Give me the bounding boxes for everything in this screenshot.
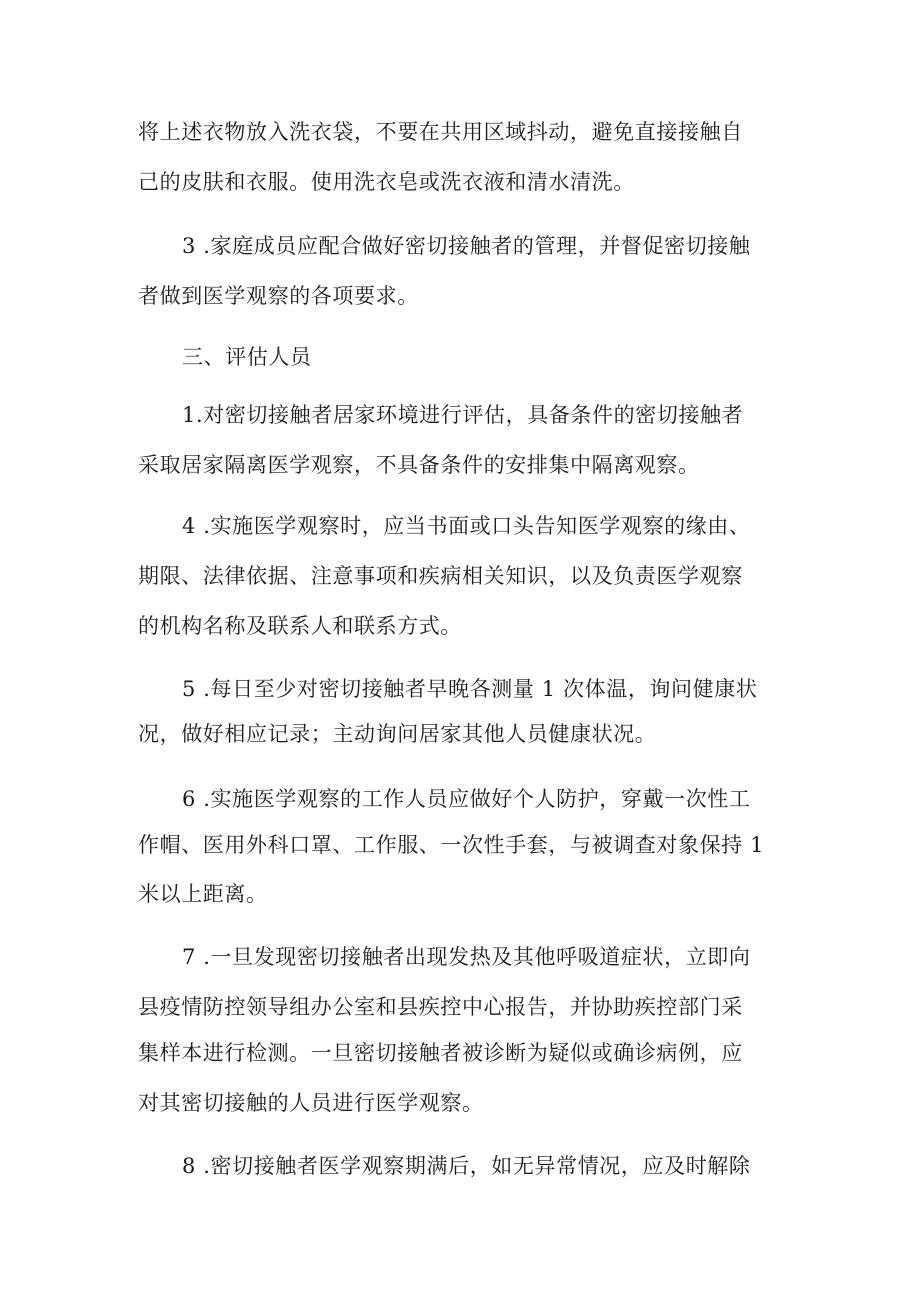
paragraph-line: 对其密切接触的人员进行医学观察。 [138, 1091, 484, 1115]
paragraph-line: 期限、法律依据、注意事项和疾病相关知识，以及负责医学观察 [138, 564, 743, 588]
paragraph-line: 8 .密切接触者医学观察期满后，如无异常情况，应及时解除 [182, 1154, 751, 1178]
paragraph-line: 作帽、医用外科口罩、工作服、一次性手套，与被调查对象保持 1 [138, 833, 765, 857]
paragraph-line: 己的皮肤和衣服。使用洗衣皂或洗衣液和清水清洗。 [138, 170, 635, 194]
paragraph-line: 县疫情防控领导组办公室和县疾控中心报告，并协助疾控部门采 [138, 995, 743, 1019]
paragraph-line: 5 .每日至少对密切接触者早晚各测量 1 次体温，询问健康状 [182, 677, 758, 701]
paragraph-line: 采取居家隔离医学观察，不具备条件的安排集中隔离观察。 [138, 453, 700, 477]
paragraph-line: 况，做好相应记录；主动询问居家其他人员健康状况。 [138, 722, 657, 746]
paragraph-line: 7 .一旦发现密切接触者出现发热及其他呼吸道症状，立即向 [182, 945, 751, 969]
paragraph-line: 者做到医学观察的各项要求。 [138, 284, 419, 308]
paragraph-line: 集样本进行检测。一旦密切接触者被诊断为疑似或确诊病例，应 [138, 1041, 743, 1065]
paragraph-line: 将上述衣物放入洗衣袋，不要在共用区域抖动，避免直接接触自 [138, 120, 743, 144]
paragraph-line: 3 .家庭成员应配合做好密切接触者的管理，并督促密切接触 [182, 234, 751, 258]
paragraph-line: 6 .实施医学观察的工作人员应做好个人防护，穿戴一次性工 [182, 787, 751, 811]
paragraph-line: 1.对密切接触者居家环境进行评估，具备条件的密切接触者 [182, 403, 744, 427]
section-heading: 三、评估人员 [182, 345, 312, 369]
paragraph-line: 4 .实施医学观察时，应当书面或口头告知医学观察的缘由、 [182, 514, 751, 538]
paragraph-line: 米以上距离。 [138, 882, 268, 906]
paragraph-line: 的机构名称及联系人和联系方式。 [138, 614, 462, 638]
